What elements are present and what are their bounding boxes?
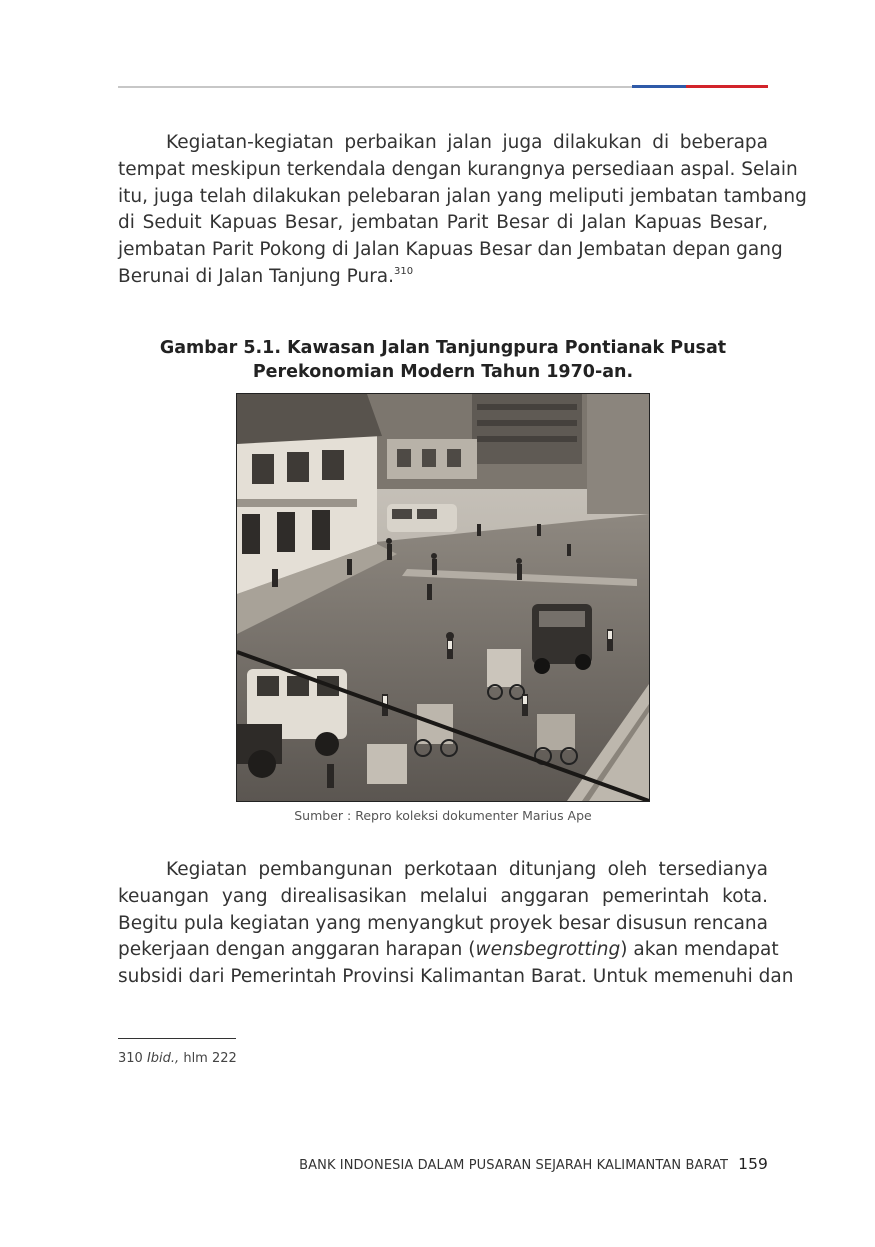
- page-number: 159: [738, 1155, 768, 1173]
- header-rule-blue: [632, 85, 686, 88]
- para2-line4-after: ) akan mendapat: [620, 939, 779, 961]
- para1-last-line: [118, 264, 768, 291]
- para1-line: Berunai di Jalan Tanjung Pura.: [118, 265, 395, 287]
- street-photo-illustration: [237, 394, 649, 801]
- figure-title-line2: Perekonomian Modern Tahun 1970-an.: [252, 362, 634, 382]
- para1-line: tempat meskipun terkendala dengan kurangnya persediaan aspal. Selain: [118, 158, 798, 180]
- street-photo: [236, 393, 650, 802]
- footer-book-title: BANK INDONESIA DALAM PUSARAN SEJARAH KALIMANTAN BARAT: [299, 1158, 729, 1173]
- para1-line: jembatan Parit Pokong di Jalan Kapuas Besar dan Jembatan depan gang: [118, 239, 783, 261]
- para2-line: Begitu pula kegiatan yang menyangkut proyek besar disusun rencana: [118, 912, 768, 934]
- para1-line: itu, juga telah dilakukan pelebaran jalan yang meliputi jembatan tambang: [118, 185, 807, 207]
- figure-title-line1: Gambar 5.1. Kawasan Jalan Tanjungpura Pontianak Pusat: [159, 338, 727, 358]
- paragraph-2: [118, 857, 794, 991]
- para1-line: di Seduit Kapuas Besar, jembatan Parit Besar di Jalan Kapuas Besar,: [118, 212, 768, 234]
- para2-line: keuangan yang direalisasikan melalui anggaran pemerintah kota.: [118, 885, 768, 907]
- italic-term: wensbegrotting: [475, 939, 621, 961]
- header-rule-grey: [118, 86, 632, 88]
- header-rule-red: [686, 85, 768, 88]
- footnote-rule: [118, 1038, 236, 1039]
- para1-line: Kegiatan-kegiatan perbaikan jalan juga dilakukan di beberapa: [166, 132, 768, 153]
- figure-source: Sumber : Repro koleksi dokumenter Marius Ape: [294, 808, 592, 823]
- footnote-ref[interactable]: 310: [394, 265, 414, 277]
- footnote-rest: hlm 222: [183, 1051, 237, 1066]
- footnote-ibid: Ibid.,: [146, 1051, 180, 1066]
- para2-line-italic-term: [118, 937, 779, 964]
- footnote-number: 310: [118, 1051, 143, 1066]
- header-rule: [118, 85, 768, 88]
- para2-line: Kegiatan pembangunan perkotaan ditunjang oleh tersedianya: [166, 859, 768, 880]
- figure-title: [118, 336, 768, 384]
- para2-line: subsidi dari Pemerintah Provinsi Kalimantan Barat. Untuk memenuhi dan: [118, 966, 794, 988]
- paragraph-1: [118, 130, 807, 291]
- footnote: [118, 1051, 237, 1066]
- page-footer: [299, 1155, 768, 1173]
- para2-line4-before: pekerjaan dengan anggaran harapan (: [118, 939, 476, 961]
